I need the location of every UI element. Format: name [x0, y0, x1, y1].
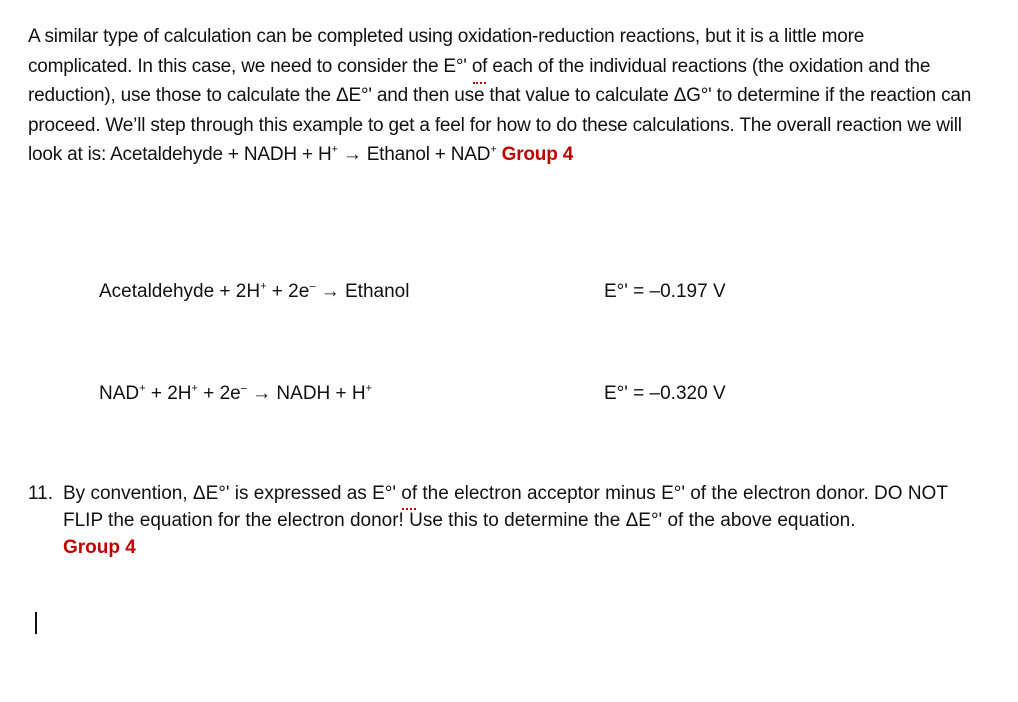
superscript-plus: +: [490, 143, 497, 156]
reaction-2-equation: [99, 382, 372, 406]
reaction-text: → Ethanol: [315, 281, 410, 302]
question-body: [63, 480, 988, 561]
question-number: 11.: [28, 483, 54, 504]
spellcheck-word-of[interactable]: of: [401, 480, 417, 507]
spellcheck-word-of[interactable]: of: [472, 52, 487, 82]
superscript-plus: +: [191, 382, 198, 395]
superscript-plus: +: [365, 382, 373, 395]
intro-text-2: each of the individual reactions (the oxidation and the reduction), use those to calculate the ΔE°' and then use that value to calculate ΔG°' to determine if the reaction can proceed. We’ll step through this example to get a feel for how to do these calculations. The overall reaction we will look at is: Acetaldehyde + NADH + H: [28, 55, 972, 165]
superscript-minus: –: [240, 382, 247, 395]
superscript-plus: +: [139, 382, 146, 395]
intro-text-1: A similar type of calculation can be completed using oxidation-reduction reactions, but it is a little more complicated. In this case, we need to consider the E°': [28, 26, 865, 77]
reaction-2-potential: E°' = –0.320 V: [604, 383, 726, 404]
group-label: Group 4: [496, 144, 574, 165]
reaction-text: Acetaldehyde + 2H: [99, 281, 261, 302]
question-text-2: the electron acceptor minus E°' of the electron donor. DO NOT FLIP the equation for the electron donor! Use this to determine the ΔE°' of the above equation.: [63, 483, 948, 531]
reaction-text: + 2e: [266, 281, 310, 302]
reaction-1-equation: [99, 280, 409, 304]
superscript-plus: +: [331, 143, 338, 156]
text-cursor[interactable]: [35, 612, 37, 634]
reaction-1-potential: E°' = –0.197 V: [604, 281, 726, 302]
superscript-plus: +: [260, 280, 267, 293]
question-text-1: By convention, ΔE°' is expressed as E°': [63, 483, 402, 504]
intro-paragraph: [28, 22, 973, 170]
intro-text-3: → Ethanol + NAD: [337, 144, 491, 165]
reaction-text: + 2H: [145, 383, 192, 404]
question-11: [28, 480, 988, 561]
group-label: Group 4: [63, 537, 136, 558]
reaction-text: NAD: [99, 383, 140, 404]
reaction-text: + 2e: [197, 383, 241, 404]
reaction-text: → NADH + H: [246, 383, 366, 404]
superscript-minus: –: [309, 280, 316, 293]
